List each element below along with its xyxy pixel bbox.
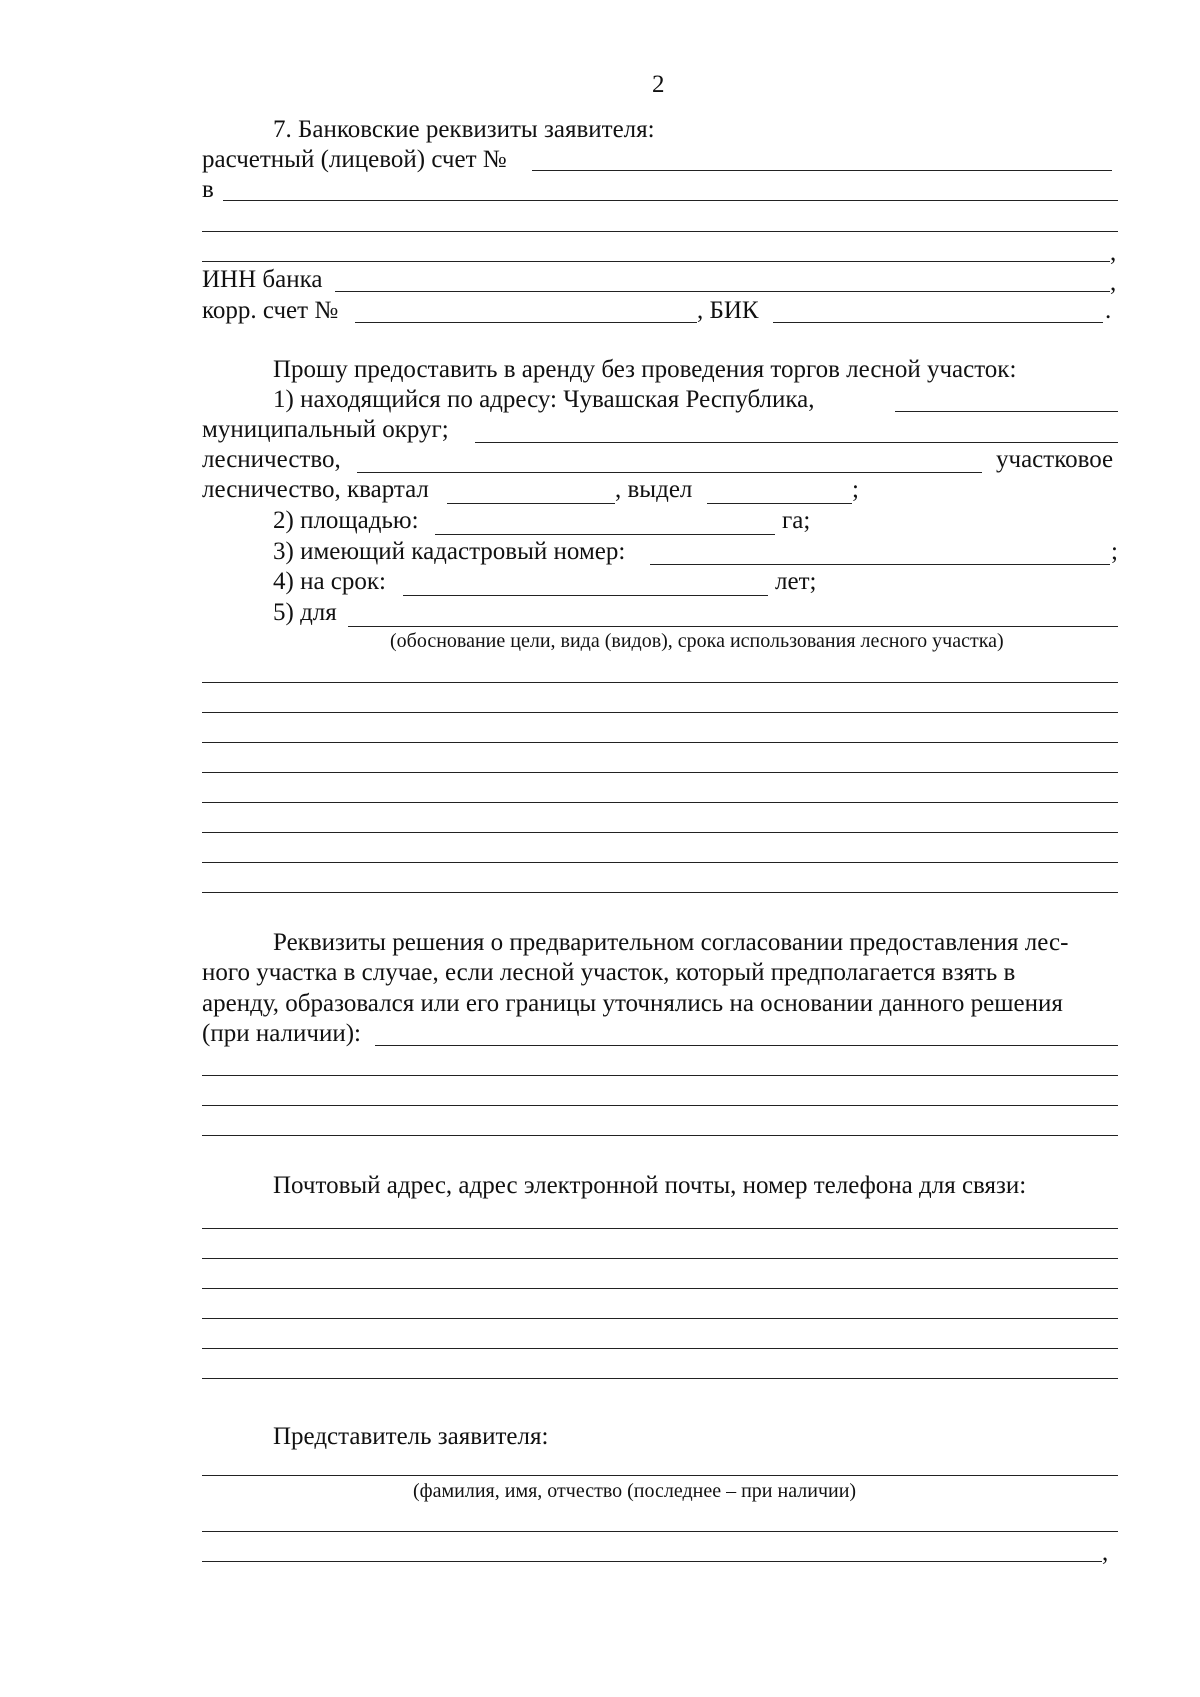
purpose-label: 5) для: [273, 599, 337, 626]
municipal-district-field[interactable]: [475, 442, 1118, 443]
contact-line-3[interactable]: [202, 1288, 1118, 1289]
purpose-field[interactable]: [348, 626, 1118, 627]
decision-text-line-1: Реквизиты решения о предварительном согласовании предоставления лес-: [273, 929, 1069, 956]
representative-comma: ,: [1102, 1539, 1109, 1566]
address-label: 1) находящийся по адресу: Чувашская Республика,: [273, 386, 815, 413]
bank-details-heading: 7. Банковские реквизиты заявителя:: [273, 116, 655, 143]
address-field[interactable]: [895, 411, 1118, 412]
decision-line-2[interactable]: [202, 1105, 1118, 1106]
bik-period: .: [1105, 297, 1112, 324]
bank-name-field-line-2[interactable]: [202, 231, 1118, 232]
term-field[interactable]: [403, 595, 768, 596]
inn-label: ИНН банка: [202, 266, 323, 293]
decision-text-line-4: (при наличии):: [202, 1020, 361, 1047]
bank-name-field-line-3[interactable]: [202, 261, 1110, 262]
purpose-line-2[interactable]: [202, 712, 1118, 713]
years-label: лет;: [775, 568, 817, 595]
bank-in-label: в: [202, 176, 214, 203]
purpose-line-5[interactable]: [202, 802, 1118, 803]
contact-line-6[interactable]: [202, 1378, 1118, 1379]
contact-label: Почтовый адрес, адрес электронной почты, номер телефона для связи:: [273, 1172, 1027, 1199]
bank-name-field[interactable]: [223, 200, 1118, 201]
representative-line-1[interactable]: [202, 1531, 1118, 1532]
vydel-field[interactable]: [707, 503, 852, 504]
vydel-label: , выдел: [615, 476, 693, 503]
cadastral-semicolon: ;: [1111, 538, 1118, 565]
forestry-label: лесничество,: [202, 446, 341, 473]
bank-inn-field[interactable]: [335, 291, 1110, 292]
representative-line-2[interactable]: [202, 1561, 1102, 1562]
purpose-line-6[interactable]: [202, 832, 1118, 833]
decision-line-1[interactable]: [202, 1075, 1118, 1076]
hectare-label: га;: [782, 507, 811, 534]
municipal-district-label: муниципальный округ;: [202, 416, 449, 443]
forestry-quarter-label: лесничество, квартал: [202, 476, 429, 503]
bank-name-comma: ,: [1110, 239, 1117, 266]
district-forestry-label: участковое: [996, 446, 1114, 473]
contact-line-4[interactable]: [202, 1318, 1118, 1319]
account-label: расчетный (лицевой) счет №: [202, 146, 507, 173]
purpose-caption: (обоснование цели, вида (видов), срока использования лесного участка): [390, 630, 1004, 652]
term-label: 4) на срок:: [273, 568, 386, 595]
contact-line-1[interactable]: [202, 1228, 1118, 1229]
cadastral-label: 3) имеющий кадастровый номер:: [273, 538, 626, 565]
purpose-line-1[interactable]: [202, 682, 1118, 683]
corr-account-field[interactable]: [355, 322, 697, 323]
vydel-semicolon: ;: [852, 476, 859, 503]
contact-line-2[interactable]: [202, 1258, 1118, 1259]
inn-comma: ,: [1110, 269, 1117, 296]
quarter-field[interactable]: [447, 503, 615, 504]
area-field[interactable]: [435, 534, 775, 535]
decision-line-3[interactable]: [202, 1135, 1118, 1136]
area-label: 2) площадью:: [273, 507, 419, 534]
representative-caption: (фамилия, имя, отчество (последнее – при наличии): [413, 1480, 857, 1502]
decision-text-line-3: аренду, образовался или его границы уточнялись на основании данного решения: [202, 990, 1063, 1017]
request-intro: Прошу предоставить в аренду без проведения торгов лесной участок:: [273, 356, 1017, 383]
contact-line-5[interactable]: [202, 1348, 1118, 1349]
bik-label: , БИК: [697, 297, 759, 324]
bik-field[interactable]: [773, 322, 1103, 323]
forestry-field[interactable]: [357, 472, 982, 473]
decision-field[interactable]: [375, 1045, 1118, 1046]
representative-label: Представитель заявителя:: [273, 1423, 549, 1450]
cadastral-number-field[interactable]: [650, 564, 1110, 565]
purpose-line-7[interactable]: [202, 862, 1118, 863]
corr-account-label: корр. счет №: [202, 297, 339, 324]
page-number: 2: [652, 71, 665, 98]
purpose-line-4[interactable]: [202, 772, 1118, 773]
representative-name-field[interactable]: [202, 1475, 1118, 1476]
purpose-line-3[interactable]: [202, 742, 1118, 743]
account-number-field[interactable]: [532, 170, 1112, 171]
decision-text-line-2: ного участка в случае, если лесной участок, который предполагается взять в: [202, 959, 1016, 986]
purpose-line-8[interactable]: [202, 892, 1118, 893]
